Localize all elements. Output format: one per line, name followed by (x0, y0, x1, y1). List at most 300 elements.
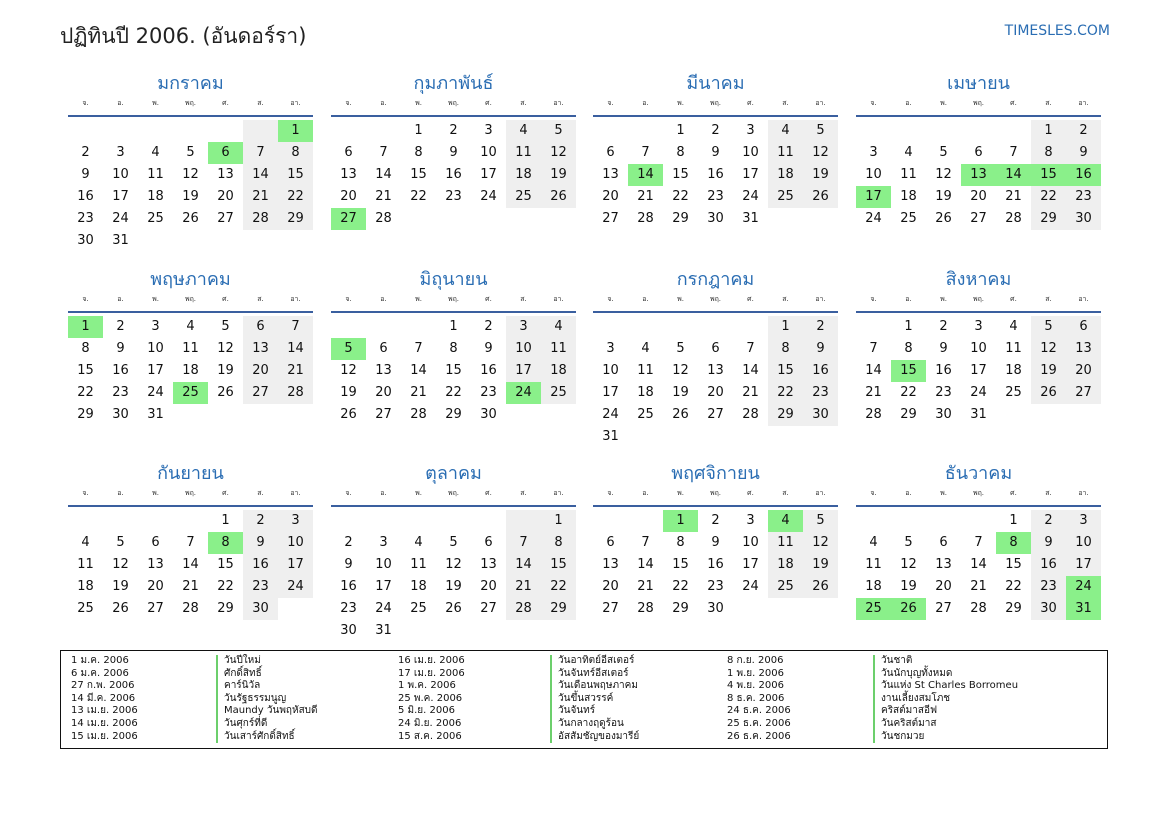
day-cell: 11 (541, 338, 576, 360)
day-cell: 14 (375, 167, 392, 182)
empty-cell (103, 120, 138, 142)
holiday-name: วันชาติ (873, 655, 912, 668)
weekday-label: อา. (1078, 295, 1089, 303)
holiday-name: คริสต์มาสอีฟ (873, 705, 937, 718)
holiday-item (727, 655, 1047, 668)
weekday-header (593, 98, 838, 117)
day-cell: 1 (449, 319, 458, 334)
day-cell: 31 (112, 233, 129, 248)
day-cell: 8 (449, 341, 458, 356)
day-cell: 2 (344, 535, 353, 550)
day-cell: 18 (865, 579, 882, 594)
day-cell: 31 (375, 623, 392, 638)
weekday-label: พ. (677, 295, 684, 303)
day-cell: 6 (1066, 316, 1101, 338)
weekday-label: พ. (152, 295, 159, 303)
day-cell: 7 (506, 532, 541, 554)
day-cell: 6 (208, 142, 243, 164)
day-cell: 3 (606, 341, 615, 356)
weekday-label: ศ. (222, 489, 229, 497)
empty-cell (103, 510, 138, 532)
empty-cell (401, 510, 436, 532)
day-cell: 4 (768, 510, 803, 532)
weekday-label: พ. (677, 99, 684, 107)
day-cell: 27 (707, 407, 724, 422)
day-cell: 8 (676, 535, 685, 550)
day-cell: 12 (340, 363, 357, 378)
weekday-label: ส. (520, 99, 527, 107)
day-cell: 17 (506, 360, 541, 382)
weekday-label: พฤ. (447, 99, 460, 107)
day-cell: 4 (151, 145, 160, 160)
holiday-date: 17 เม.ย. 2006 (398, 667, 465, 679)
holiday-item (71, 655, 391, 668)
day-cell: 30 (935, 407, 952, 422)
day-cell: 3 (746, 123, 755, 138)
day-cell: 11 (768, 142, 803, 164)
day-cell: 16 (445, 167, 462, 182)
day-cell: 30 (707, 211, 724, 226)
day-cell: 11 (147, 167, 164, 182)
holiday-date: 27 ก.พ. 2006 (71, 680, 135, 692)
weekday-header (331, 98, 576, 117)
day-cell: 19 (803, 554, 838, 576)
weekday-label: จ. (82, 489, 89, 497)
weekday-label: ศ. (1010, 99, 1017, 107)
day-cell: 9 (344, 557, 353, 572)
day-cell: 24 (278, 576, 313, 598)
holiday-date: 15 ส.ค. 2006 (398, 730, 462, 742)
day-grid (68, 120, 313, 252)
day-cell: 12 (182, 167, 199, 182)
day-cell: 10 (506, 338, 541, 360)
day-cell: 30 (1031, 598, 1066, 620)
weekday-label: จ. (870, 295, 877, 303)
day-cell: 2 (1066, 120, 1101, 142)
day-cell: 21 (182, 579, 199, 594)
day-cell: 11 (506, 142, 541, 164)
day-cell: 1 (278, 120, 313, 142)
day-cell: 14 (742, 363, 759, 378)
month-name: ธันวาคม (944, 463, 1013, 484)
day-cell: 12 (112, 557, 129, 572)
day-cell: 12 (445, 557, 462, 572)
month-calendar (856, 266, 1101, 426)
day-cell: 8 (208, 532, 243, 554)
weekday-label: อา. (553, 99, 564, 107)
empty-cell (628, 316, 663, 338)
day-cell: 6 (974, 145, 983, 160)
weekday-label: จ. (345, 489, 352, 497)
day-cell: 1 (541, 510, 576, 532)
day-cell: 14 (506, 554, 541, 576)
day-cell: 15 (541, 554, 576, 576)
day-cell: 3 (746, 513, 755, 528)
day-cell: 27 (243, 382, 278, 404)
day-cell: 10 (112, 167, 129, 182)
holiday-date: 16 เม.ย. 2006 (398, 655, 465, 666)
day-grid (593, 316, 838, 448)
empty-cell (331, 120, 366, 142)
empty-cell (996, 120, 1031, 142)
day-cell: 29 (1005, 601, 1022, 616)
day-cell: 7 (379, 145, 388, 160)
day-cell: 25 (900, 211, 917, 226)
day-cell: 4 (768, 120, 803, 142)
day-cell: 25 (768, 576, 803, 598)
day-cell: 11 (182, 341, 199, 356)
holiday-item (71, 718, 391, 731)
day-cell: 23 (480, 385, 497, 400)
day-cell: 25 (147, 211, 164, 226)
day-cell: 24 (742, 579, 759, 594)
weekday-label: ส. (1045, 489, 1052, 497)
month-calendar (593, 460, 838, 620)
day-cell: 14 (637, 557, 654, 572)
day-cell: 23 (935, 385, 952, 400)
holiday-name: วันกลางฤดูร้อน (550, 718, 624, 731)
day-cell: 18 (900, 189, 917, 204)
weekday-label: ศ. (485, 295, 492, 303)
day-cell: 24 (1066, 576, 1101, 598)
day-cell: 30 (480, 407, 497, 422)
day-cell: 1 (904, 319, 913, 334)
weekday-label: พฤ. (709, 295, 722, 303)
day-cell: 26 (182, 211, 199, 226)
weekday-label: ส. (520, 489, 527, 497)
day-cell: 20 (970, 189, 987, 204)
day-cell: 22 (217, 579, 234, 594)
day-grid (593, 120, 838, 230)
month-calendar (331, 70, 576, 230)
weekday-label: ส. (782, 295, 789, 303)
day-cell: 29 (541, 598, 576, 620)
day-cell: 29 (217, 601, 234, 616)
day-cell: 14 (182, 557, 199, 572)
month-name: สิงหาคม (945, 269, 1012, 290)
day-cell: 24 (865, 211, 882, 226)
day-cell: 10 (480, 145, 497, 160)
day-cell: 7 (278, 316, 313, 338)
day-cell: 16 (707, 557, 724, 572)
day-cell: 19 (112, 579, 129, 594)
holiday-name: วันปีใหม่ (216, 655, 261, 668)
day-cell: 28 (278, 382, 313, 404)
weekday-label: ส. (782, 99, 789, 107)
day-cell: 17 (742, 167, 759, 182)
holiday-name: อัสสัมชัญของมารีย์ (550, 731, 639, 744)
day-cell: 15 (410, 167, 427, 182)
day-cell: 29 (278, 208, 313, 230)
day-cell: 31 (147, 407, 164, 422)
holiday-name: วันจันทร์อีสเตอร์ (550, 668, 629, 681)
weekday-label: อา. (815, 99, 826, 107)
weekday-label: ศ. (747, 99, 754, 107)
day-cell: 30 (243, 598, 278, 620)
day-cell: 19 (1031, 360, 1066, 382)
empty-cell (173, 510, 208, 532)
day-grid (593, 510, 838, 620)
weekday-label: อ. (642, 295, 649, 303)
weekday-label: จ. (607, 295, 614, 303)
day-cell: 15 (217, 557, 234, 572)
month-name: มิถุนายน (419, 269, 488, 290)
day-cell: 2 (449, 123, 458, 138)
day-cell: 21 (243, 186, 278, 208)
day-cell: 25 (856, 598, 891, 620)
day-cell: 14 (996, 164, 1031, 186)
holiday-date: 8 ธ.ค. 2006 (727, 692, 785, 704)
day-cell: 14 (865, 363, 882, 378)
day-cell: 11 (637, 363, 654, 378)
weekday-label: พ. (940, 489, 947, 497)
holiday-name: วันอาทิตย์อีสเตอร์ (550, 655, 634, 668)
day-cell: 18 (768, 164, 803, 186)
day-cell: 31 (970, 407, 987, 422)
day-cell: 22 (1031, 186, 1066, 208)
weekday-label: จ. (870, 99, 877, 107)
day-cell: 29 (445, 407, 462, 422)
weekday-label: อา. (290, 99, 301, 107)
weekday-header (856, 98, 1101, 117)
day-cell: 23 (707, 189, 724, 204)
empty-cell (331, 510, 366, 532)
holiday-name: วันเสาร์ศักดิ์สิทธิ์ (216, 731, 295, 744)
day-cell: 17 (1066, 554, 1101, 576)
empty-cell (331, 316, 366, 338)
day-cell: 26 (217, 385, 234, 400)
day-cell: 21 (742, 385, 759, 400)
day-cell: 28 (182, 601, 199, 616)
day-cell: 13 (1066, 338, 1101, 360)
day-cell: 28 (410, 407, 427, 422)
month-name: ตุลาคม (425, 463, 482, 484)
holiday-date: 15 เม.ย. 2006 (71, 730, 138, 742)
day-cell: 8 (996, 532, 1031, 554)
day-cell: 3 (116, 145, 125, 160)
weekday-label: อ. (117, 295, 124, 303)
holiday-item (71, 680, 391, 693)
holiday-name: ศักดิ์สิทธิ์ (216, 668, 262, 681)
day-cell: 30 (77, 233, 94, 248)
day-cell: 7 (186, 535, 195, 550)
weekday-label: ศ. (747, 295, 754, 303)
day-cell: 6 (379, 341, 388, 356)
empty-cell (891, 120, 926, 142)
day-cell: 5 (186, 145, 195, 160)
weekday-label: ศ. (222, 295, 229, 303)
day-cell: 28 (1005, 211, 1022, 226)
day-cell: 15 (672, 167, 689, 182)
holiday-item (727, 693, 1047, 706)
empty-cell (436, 510, 471, 532)
weekday-header (68, 488, 313, 507)
day-cell: 29 (900, 407, 917, 422)
day-cell: 21 (375, 189, 392, 204)
weekday-header (856, 294, 1101, 313)
day-cell: 10 (278, 532, 313, 554)
day-cell: 13 (243, 338, 278, 360)
weekday-header (593, 294, 838, 313)
empty-cell (698, 316, 733, 338)
day-cell: 8 (768, 338, 803, 360)
day-cell: 20 (375, 385, 392, 400)
day-cell: 13 (961, 164, 996, 186)
day-cell: 3 (379, 535, 388, 550)
day-cell: 11 (900, 167, 917, 182)
day-cell: 22 (672, 579, 689, 594)
day-cell: 6 (606, 145, 615, 160)
day-cell: 20 (217, 189, 234, 204)
weekday-label: พฤ. (972, 489, 985, 497)
weekday-header (68, 98, 313, 117)
day-cell: 25 (173, 382, 208, 404)
month-calendar (593, 70, 838, 230)
day-cell: 21 (637, 189, 654, 204)
day-cell: 28 (970, 601, 987, 616)
day-cell: 8 (904, 341, 913, 356)
holiday-date: 25 ธ.ค. 2006 (727, 718, 791, 729)
day-cell: 18 (147, 189, 164, 204)
day-cell: 14 (970, 557, 987, 572)
day-cell: 9 (711, 145, 720, 160)
day-cell: 13 (147, 557, 164, 572)
empty-cell (68, 120, 103, 142)
day-grid (68, 510, 313, 620)
day-cell: 5 (803, 510, 838, 532)
holiday-item (398, 718, 718, 731)
site-link[interactable]: TIMESLES.COM (1004, 23, 1110, 39)
month-name: กุมภาพันธ์ (413, 73, 494, 94)
day-cell: 31 (1066, 598, 1101, 620)
empty-cell (856, 510, 891, 532)
day-cell: 30 (1066, 208, 1101, 230)
empty-cell (891, 510, 926, 532)
empty-cell (401, 316, 436, 338)
day-cell: 7 (974, 535, 983, 550)
holiday-date: 13 เม.ย. 2006 (71, 705, 138, 717)
weekday-label: พฤ. (972, 99, 985, 107)
empty-cell (961, 510, 996, 532)
empty-cell (593, 510, 628, 532)
holiday-name: Maundy วันพฤหัสบดี (216, 705, 318, 718)
weekday-header (68, 294, 313, 313)
day-cell: 13 (602, 167, 619, 182)
holiday-date: 24 ธ.ค. 2006 (727, 705, 791, 717)
day-cell: 5 (116, 535, 125, 550)
day-cell: 26 (541, 186, 576, 208)
weekday-header (593, 488, 838, 507)
empty-cell (961, 120, 996, 142)
holiday-name: วันขึ้นสวรรค์ (550, 693, 613, 706)
day-cell: 1 (768, 316, 803, 338)
month-name: กรกฎาคม (676, 269, 755, 290)
day-cell: 4 (1009, 319, 1018, 334)
weekday-label: ส. (257, 295, 264, 303)
empty-cell (366, 316, 401, 338)
day-cell: 21 (410, 385, 427, 400)
day-cell: 4 (904, 145, 913, 160)
day-cell: 14 (278, 338, 313, 360)
day-cell: 22 (672, 189, 689, 204)
day-cell: 29 (77, 407, 94, 422)
day-cell: 29 (672, 601, 689, 616)
day-cell: 14 (628, 164, 663, 186)
day-cell: 10 (602, 363, 619, 378)
day-cell: 10 (1066, 532, 1101, 554)
weekday-label: อา. (1078, 489, 1089, 497)
day-cell: 22 (445, 385, 462, 400)
day-cell: 5 (331, 338, 366, 360)
holiday-item (398, 731, 718, 744)
day-cell: 24 (147, 385, 164, 400)
month-calendar (593, 266, 838, 448)
day-cell: 16 (1066, 164, 1101, 186)
day-cell: 26 (891, 598, 926, 620)
day-cell: 26 (445, 601, 462, 616)
day-grid (856, 510, 1101, 620)
day-cell: 3 (151, 319, 160, 334)
holiday-item (71, 731, 391, 744)
day-cell: 1 (221, 513, 230, 528)
weekday-label: จ. (82, 295, 89, 303)
day-cell: 3 (974, 319, 983, 334)
weekday-label: จ. (607, 489, 614, 497)
day-cell: 13 (375, 363, 392, 378)
day-cell: 25 (637, 407, 654, 422)
weekday-label: พ. (152, 99, 159, 107)
day-cell: 23 (1031, 576, 1066, 598)
day-cell: 3 (484, 123, 493, 138)
empty-cell (366, 120, 401, 142)
day-cell: 10 (375, 557, 392, 572)
day-cell: 24 (112, 211, 129, 226)
day-cell: 26 (803, 576, 838, 598)
day-cell: 18 (541, 360, 576, 382)
day-cell: 17 (970, 363, 987, 378)
day-cell: 27 (480, 601, 497, 616)
holiday-item (727, 680, 1047, 693)
weekday-label: อ. (905, 489, 912, 497)
holiday-date: 4 พ.ย. 2006 (727, 680, 784, 692)
day-cell: 10 (865, 167, 882, 182)
day-cell: 5 (221, 319, 230, 334)
day-cell: 2 (711, 513, 720, 528)
day-cell: 6 (711, 341, 720, 356)
empty-cell (926, 510, 961, 532)
day-cell: 21 (278, 360, 313, 382)
day-cell: 16 (340, 579, 357, 594)
day-cell: 13 (602, 557, 619, 572)
holiday-item (398, 668, 718, 681)
weekday-label: จ. (345, 295, 352, 303)
day-cell: 24 (602, 407, 619, 422)
holiday-name: วันศุกร์ที่ดี (216, 718, 267, 731)
day-cell: 7 (414, 341, 423, 356)
holiday-item (398, 693, 718, 706)
day-cell: 12 (803, 532, 838, 554)
day-cell: 22 (541, 576, 576, 598)
holiday-date: 1 พ.ย. 2006 (727, 667, 784, 679)
day-cell: 21 (1005, 189, 1022, 204)
weekday-label: ศ. (1010, 489, 1017, 497)
month-calendar (331, 266, 576, 426)
day-cell: 6 (484, 535, 493, 550)
day-cell: 4 (186, 319, 195, 334)
day-cell: 23 (707, 579, 724, 594)
day-cell: 1 (1031, 120, 1066, 142)
holiday-item (398, 680, 718, 693)
